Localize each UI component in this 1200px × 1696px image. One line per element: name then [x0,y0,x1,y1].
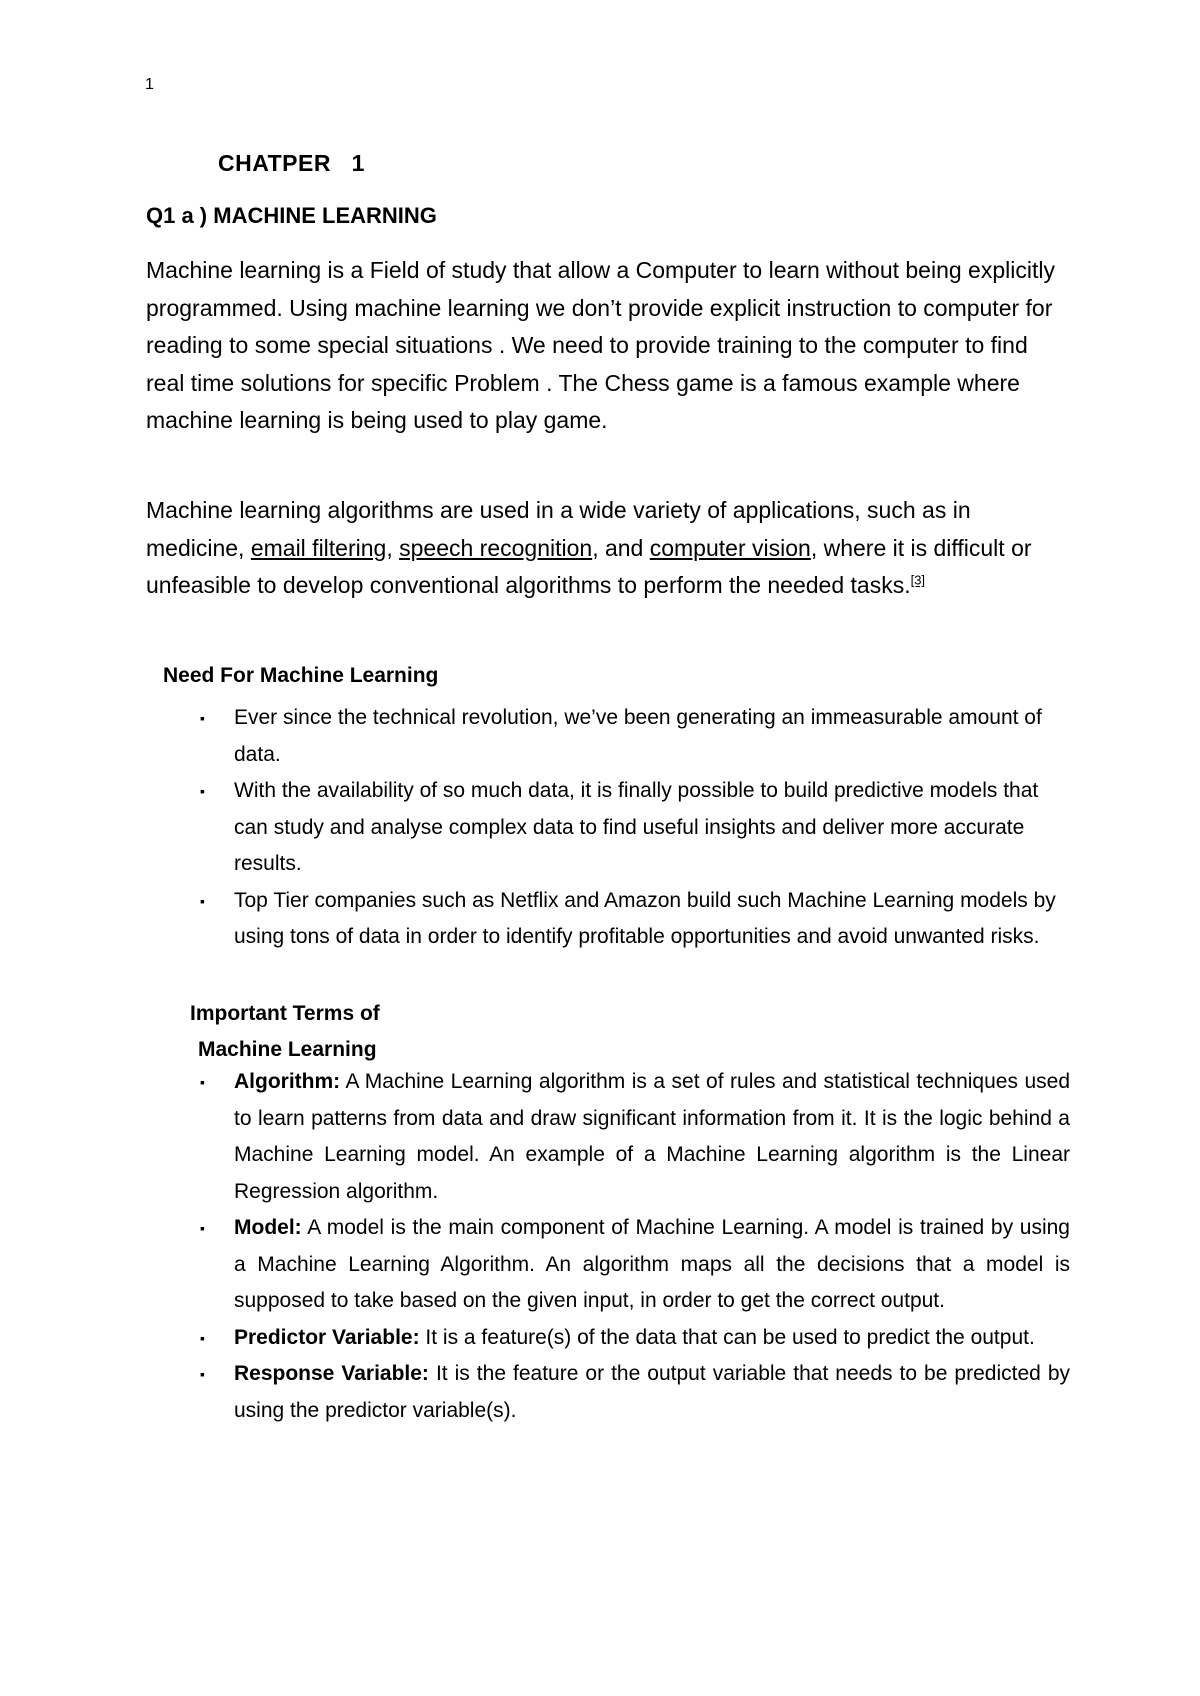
term-label: Predictor Variable: [234,1325,420,1349]
list-item-text: Top Tier companies such as Netflix and Amazon build such Machine Learning models by using tons of data in order to identify profitable opportunities and avoid unwanted risks. [234,888,1056,948]
link-computer-vision[interactable]: computer vision [649,534,811,561]
term-label: Algorithm: [234,1070,341,1093]
bullet-icon: ▪ [200,1074,205,1090]
bullet-icon: ▪ [200,783,205,799]
question-heading: Q1 a ) MACHINE LEARNING [146,203,437,228]
bullet-icon: ▪ [200,710,205,726]
bullet-icon: ▪ [200,1366,205,1382]
intro-paragraph-2 [146,492,1071,605]
term-label: Model: [234,1216,302,1239]
list-item [200,773,1070,883]
list-item [200,1064,1070,1210]
bullet-icon: ▪ [200,892,205,909]
important-terms-heading [190,996,380,1068]
terms-heading-line-1: Important Terms of [190,1002,380,1025]
list-item-text: Ever since the technical revolution, we’ve been generating an immeasurable amount of data. [234,706,1042,766]
term-label: Response Variable: [234,1362,429,1385]
list-item-text: With the availability of so much data, it is finally possible to build predictive models that can study and analyse complex data to find useful insights and deliver more accurate results. [234,779,1039,875]
need-list [200,700,1070,956]
term-definition: It is the feature or the output variable that needs to be predicted by using the predictor variable(s). [234,1362,1070,1422]
need-for-ml-heading: Need For Machine Learning [163,664,439,687]
separator-2: , and [592,534,650,561]
term-definition: A Machine Learning algorithm is a set of rules and statistical techniques used to learn patterns from data and draw significant information from it. It is the logic behind a Machine Learning model. An example of a Machine Learning algorithm is the Linear Regression algorithm. [234,1070,1070,1203]
chapter-title: CHATPER 1 [218,150,365,176]
term-definition: A model is the main component of Machine Learning. A model is trained by using a Machine Learning Algorithm. An algorithm maps all the decisions that a model is supposed to take based on the given input, in order to get the correct output. [234,1216,1070,1312]
list-item [200,883,1070,956]
bullet-icon: ▪ [200,1220,205,1236]
intro-paragraph-1: Machine learning is a Field of study that allow a Computer to learn without being explicitly programmed. Using machine learning we don’t provide explicit instruction to computer for reading to some special situations . We need to provide training to the computer to find real time solutions for specific Problem . The Chess game is a famous example where machine learning is being used to play game. [146,257,1055,434]
citation-link[interactable]: [3] [910,572,926,588]
list-item [200,1320,1070,1357]
list-item [200,700,1070,773]
link-email-filtering[interactable]: email filtering [250,534,387,561]
link-speech-recognition[interactable]: speech recognition [399,534,593,561]
list-item [200,1356,1070,1429]
paragraph-2-end: , where it is difficult or unfeasible to develop conventional algorithms to perform the needed tasks. [146,534,1032,599]
term-definition: It is a feature(s) of the data that can be used to predict the output. [419,1325,1035,1349]
terms-list [200,1064,1070,1429]
page-number: 1 [145,76,154,93]
list-item [200,1210,1070,1320]
terms-heading-line-2: Machine Learning [198,1038,377,1061]
bullet-icon: ▪ [200,1329,205,1346]
paragraph-2-start: Machine learning algorithms are used in a wide variety of applications, such as in medicine, [146,497,971,561]
separator-1: , [386,534,400,561]
